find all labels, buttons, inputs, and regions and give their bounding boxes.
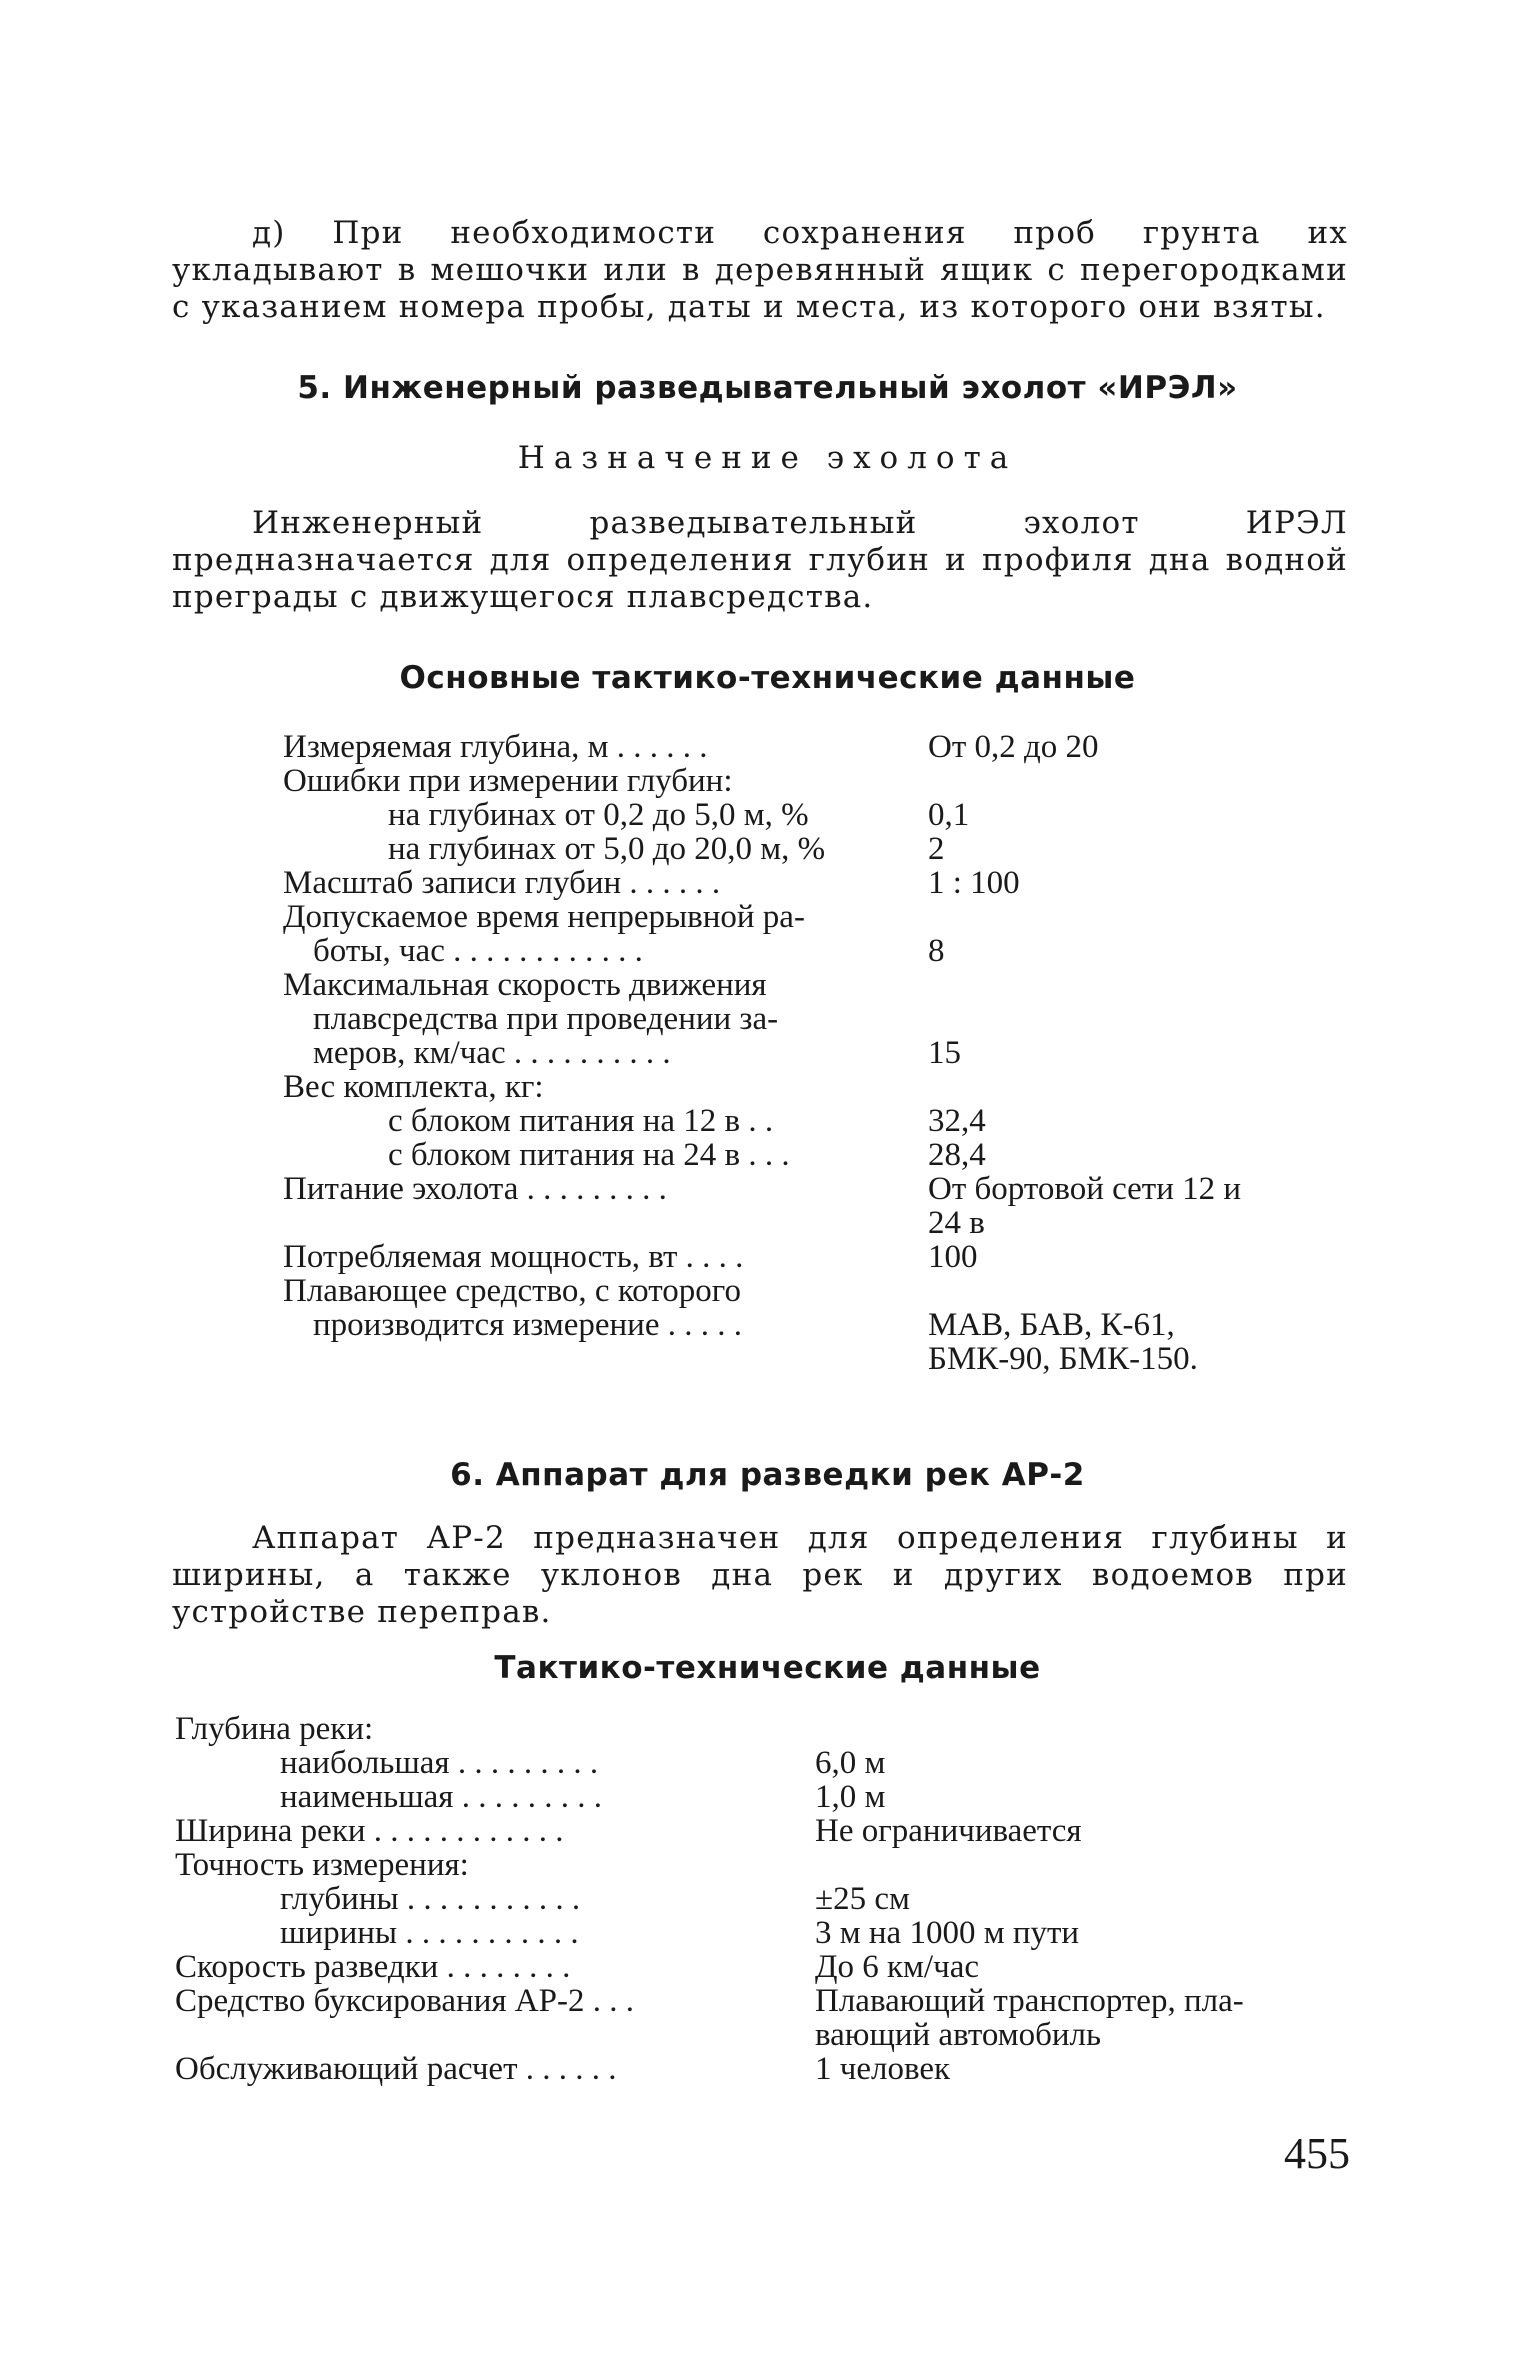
spec-label: на глубинах от 5,0 до 20,0 м, %	[388, 831, 826, 867]
spec-row	[283, 968, 1363, 1002]
intro-paragraph: д) При необходимости сохранения проб грунта их укладывают в мешочки или в деревянный ящик с перегородками с указанием номера пробы, даты и места, из которого они взяты.	[172, 215, 1348, 325]
spec-label: Точность измерения:	[175, 1847, 469, 1883]
spec-row	[283, 1036, 1363, 1070]
spec-row	[283, 1002, 1363, 1036]
spec-row	[283, 730, 1363, 764]
spec-row	[283, 1172, 1363, 1206]
section-6-specs-heading: Тактико-технические данные	[494, 1650, 1041, 1686]
spec-value: 0,1	[928, 797, 970, 833]
section-6-heading: 6. Аппарат для разведки рек АР-2	[450, 1457, 1085, 1493]
spec-label: Измеряемая глубина, м . . . . . .	[283, 729, 708, 765]
spec-label: Ошибки при измерении глубин:	[283, 763, 733, 799]
spec-value: ±25 см	[815, 1881, 910, 1917]
spec-label: ширины . . . . . . . . . . .	[280, 1915, 579, 1951]
spec-label: глубины . . . . . . . . . . .	[280, 1881, 581, 1917]
spec-row	[175, 1848, 1355, 1882]
spec-row	[175, 2052, 1355, 2086]
spec-label: плавсредства при проведении за-	[313, 1001, 779, 1037]
spec-value: Плавающий транспортер, пла-	[815, 1983, 1244, 2019]
spec-value: От 0,2 до 20	[928, 729, 1099, 765]
spec-row	[283, 764, 1363, 798]
spec-label: на глубинах от 0,2 до 5,0 м, %	[388, 797, 809, 833]
spec-value: 15	[928, 1035, 961, 1071]
spec-value: 32,4	[928, 1103, 986, 1139]
section-6-paragraph: Аппарат АР-2 предназначен для определения глубины и ширины, а также уклонов дна рек и других водоемов при устройстве переправ.	[172, 1520, 1348, 1630]
spec-value: 1 : 100	[928, 865, 1020, 901]
spec-row	[175, 1916, 1355, 1950]
spec-row	[175, 1814, 1355, 1848]
spec-label: Ширина реки . . . . . . . . . . . .	[175, 1813, 564, 1849]
spec-label: с блоком питания на 12 в . .	[388, 1103, 774, 1139]
spec-label: Скорость разведки . . . . . . . .	[175, 1949, 571, 1985]
spec-row	[175, 1984, 1355, 2018]
spec-row	[283, 1104, 1363, 1138]
spec-value: 8	[928, 933, 945, 969]
spec-row	[283, 1206, 1363, 1240]
spec-row	[283, 1342, 1363, 1376]
spec-label: Глубина реки:	[175, 1711, 374, 1747]
spec-row	[283, 866, 1363, 900]
spec-row	[175, 1950, 1355, 1984]
spec-label: Обслуживающий расчет . . . . . .	[175, 2051, 617, 2087]
spec-label: Максимальная скорость движения	[283, 967, 767, 1003]
spec-row	[283, 900, 1363, 934]
spec-row	[283, 1240, 1363, 1274]
spec-row	[175, 1882, 1355, 1916]
page-number: 455	[1284, 2129, 1350, 2178]
spec-label: меров, км/час . . . . . . . . . .	[313, 1035, 671, 1071]
spec-label: производится измерение . . . . .	[313, 1307, 742, 1343]
spec-row	[283, 832, 1363, 866]
spec-label: Потребляемая мощность, вт . . . .	[283, 1239, 744, 1275]
spec-label: Вес комплекта, кг:	[283, 1069, 544, 1105]
spec-label: наибольшая . . . . . . . . .	[280, 1745, 599, 1781]
spec-label: Плавающее средство, с которого	[283, 1273, 741, 1309]
spec-value: 2	[928, 831, 945, 867]
spec-row	[175, 2018, 1355, 2052]
spec-value: 1,0 м	[815, 1779, 886, 1815]
spec-row	[283, 798, 1363, 832]
irel-specs-table	[283, 730, 1363, 1376]
spec-row	[175, 1712, 1355, 1746]
section-5-specs-heading: Основные тактико-технические данные	[399, 660, 1136, 696]
spec-row	[175, 1780, 1355, 1814]
ar2-specs-table	[175, 1712, 1355, 2086]
section-5-subheading: Назначение эхолота	[517, 440, 1018, 476]
spec-value: 6,0 м	[815, 1745, 886, 1781]
spec-row	[283, 1138, 1363, 1172]
spec-row	[283, 934, 1363, 968]
spec-label: Средство буксирования АР-2 . . .	[175, 1983, 634, 2019]
spec-label: наименьшая . . . . . . . . .	[280, 1779, 602, 1815]
spec-value: До 6 км/час	[815, 1949, 979, 1985]
spec-value: БМК-90, БМК-150.	[928, 1341, 1198, 1377]
section-5-heading: 5. Инженерный разведывательный эхолот «ИРЭЛ»	[297, 370, 1238, 406]
spec-row	[175, 1746, 1355, 1780]
spec-value: 28,4	[928, 1137, 986, 1173]
spec-value: 3 м на 1000 м пути	[815, 1915, 1080, 1951]
spec-value: 100	[928, 1239, 978, 1275]
spec-value: вающий автомобиль	[815, 2017, 1102, 2053]
spec-label: боты, час . . . . . . . . . . . .	[313, 933, 643, 969]
spec-label: Масштаб записи глубин . . . . . .	[283, 865, 721, 901]
spec-value: МАВ, БАВ, К-61,	[928, 1307, 1175, 1343]
spec-label: с блоком питания на 24 в . . .	[388, 1137, 790, 1173]
spec-row	[283, 1070, 1363, 1104]
spec-label: Допускаемое время непрерывной ра-	[283, 899, 805, 935]
spec-value: От бортовой сети 12 и	[928, 1171, 1242, 1207]
spec-label: Питание эхолота . . . . . . . . .	[283, 1171, 667, 1207]
section-5-paragraph: Инженерный разведывательный эхолот ИРЭЛ предназначается для определения глубин и профиля дна водной преграды с движущегося плавсредства.	[172, 505, 1348, 615]
spec-value: Не ограничивается	[815, 1813, 1082, 1849]
spec-row	[283, 1308, 1363, 1342]
spec-row	[283, 1274, 1363, 1308]
spec-value: 24 в	[928, 1205, 985, 1241]
spec-value: 1 человек	[815, 2051, 951, 2087]
